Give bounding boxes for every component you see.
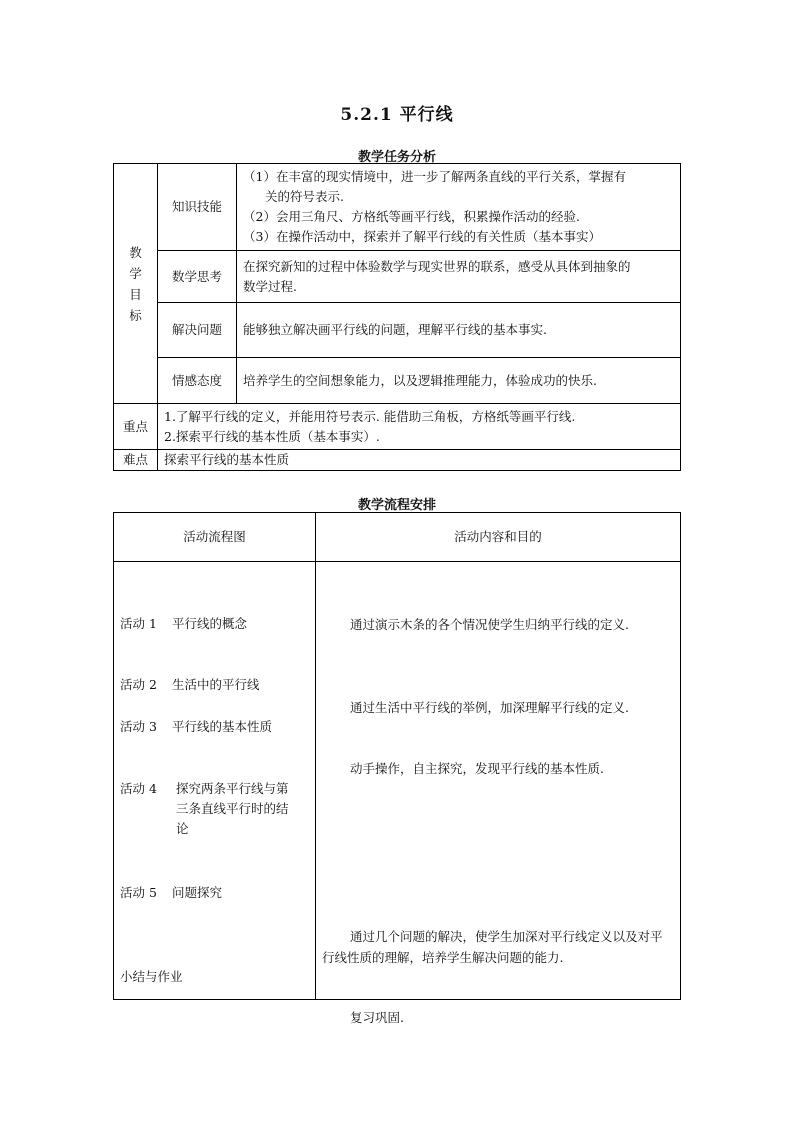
activity-name: 问题探究 bbox=[172, 885, 223, 900]
activity-number: 活动 4 bbox=[120, 781, 157, 796]
goal-content-attitude: 培养学生的空间想象能力，以及逻辑推理能力，体验成功的快乐. bbox=[237, 358, 681, 404]
goal-line: （3）在操作活动中，探索并了解平行线的有关性质（基本事实） bbox=[243, 229, 601, 244]
goal-content-knowledge bbox=[237, 164, 681, 251]
difficulty-content: 探索平行线的基本性质 bbox=[158, 450, 681, 471]
goal-name-problem-solving: 解决问题 bbox=[158, 303, 237, 358]
goals-label-cell bbox=[114, 164, 158, 404]
activity-name: 平行线的概念 bbox=[172, 616, 248, 631]
goal-line: 数学过程. bbox=[243, 278, 297, 294]
activity-item bbox=[120, 779, 296, 839]
activity-list-cell bbox=[114, 562, 316, 1000]
activity-name: 生活中的平行线 bbox=[172, 677, 260, 692]
goal-name-thinking: 数学思考 bbox=[158, 251, 237, 303]
flow-col2-header: 活动内容和目的 bbox=[316, 513, 681, 562]
activity-content-cell bbox=[316, 562, 681, 1025]
activity-description: 复习巩固. bbox=[350, 1010, 404, 1025]
activity-number: 活动 1 bbox=[120, 616, 157, 631]
goal-line: （2）会用三角尺、方格纸等画平行线，积累操作活动的经验. bbox=[243, 209, 580, 224]
goals-label-char: 目 bbox=[129, 286, 142, 302]
teaching-flow-table bbox=[113, 512, 681, 1025]
key-point-content bbox=[158, 404, 681, 450]
task-analysis-heading: 教学任务分析 bbox=[357, 150, 436, 165]
goal-content-thinking bbox=[237, 251, 681, 303]
flow-heading: 教学流程安排 bbox=[357, 498, 436, 513]
activity-item bbox=[120, 675, 260, 695]
goals-label-char: 学 bbox=[129, 265, 142, 281]
activity-item bbox=[120, 967, 183, 987]
goals-label-char: 教 bbox=[129, 244, 142, 260]
activity-name: 平行线的基本性质 bbox=[172, 719, 273, 734]
activity-description: 动手操作，自主探究，发现平行线的基本性质. bbox=[350, 761, 604, 776]
goal-name-attitude: 情感态度 bbox=[158, 358, 237, 404]
activity-item bbox=[120, 717, 272, 737]
key-point-line: 1.了解平行线的定义，并能用符号表示. 能借助三角板，方格纸等画平行线. bbox=[164, 408, 576, 424]
document-title: 5.2.1 平行线 bbox=[340, 105, 454, 125]
activity-description: 通过演示木条的各个情况使学生归纳平行线的定义. bbox=[350, 617, 629, 632]
key-point-label: 重点 bbox=[114, 404, 158, 450]
activity-name: 小结与作业 bbox=[120, 969, 183, 984]
goal-line: （1）在丰富的现实情境中，进一步了解两条直线的平行关系，掌握有 bbox=[243, 169, 626, 184]
goal-name-knowledge: 知识技能 bbox=[158, 164, 237, 251]
goal-line: 关的符号表示. bbox=[265, 189, 344, 204]
difficulty-label: 难点 bbox=[114, 450, 158, 471]
activity-item bbox=[120, 614, 247, 634]
activity-number: 活动 3 bbox=[120, 719, 157, 734]
flow-col1-header: 活动流程图 bbox=[114, 513, 316, 562]
activity-number: 活动 2 bbox=[120, 677, 157, 692]
activity-number: 活动 5 bbox=[120, 885, 157, 900]
teaching-goals-table bbox=[113, 163, 681, 471]
key-point-line: 2.探索平行线的基本性质（基本事实）. bbox=[164, 428, 380, 444]
goal-line: 在探究新知的过程中体验数学与现实世界的联系，感受从具体到抽象的 bbox=[243, 258, 631, 274]
goal-content-problem-solving: 能够独立解决画平行线的问题，理解平行线的基本事实. bbox=[237, 303, 681, 358]
goals-label-char: 标 bbox=[129, 307, 142, 323]
activity-name: 探究两条平行线与第三条直线平行时的结论 bbox=[176, 781, 289, 836]
activity-description: 通过几个问题的解决，使学生加深对平行线定义以及对平行线性质的理解，培养学生解决问题的能力. bbox=[322, 929, 663, 965]
activity-description: 通过生活中平行线的举例，加深理解平行线的定义. bbox=[350, 700, 629, 715]
activity-item bbox=[120, 883, 222, 903]
